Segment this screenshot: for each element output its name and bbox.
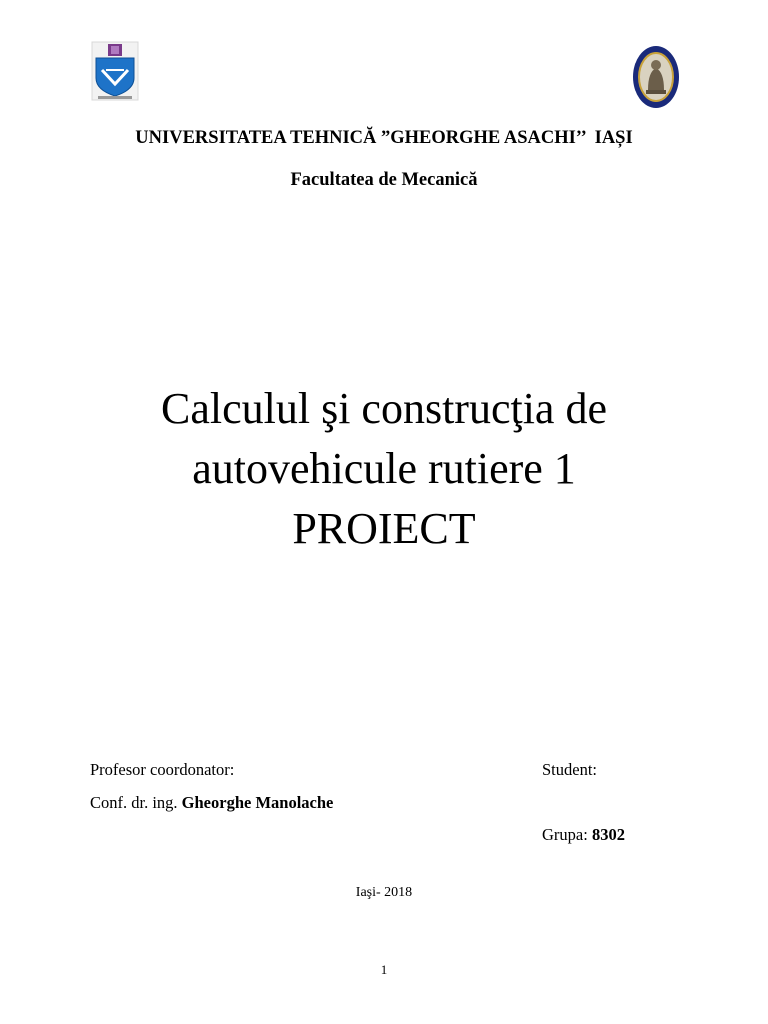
project-title-line-2: autovehicule rutiere 1 bbox=[192, 444, 576, 493]
coordinator-label: Profesor coordonator: bbox=[90, 760, 235, 779]
project-title-line-1: Calculul şi construcţia de bbox=[161, 384, 607, 433]
city-year: Iaşi- 2018 bbox=[355, 885, 413, 900]
group-value: 8302 bbox=[591, 825, 625, 844]
group-line bbox=[542, 825, 625, 845]
student-label: Student: bbox=[542, 760, 598, 779]
faculty-name: Facultatea de Mecanică bbox=[290, 170, 478, 190]
university-name: UNIVERSITATEA TEHNICĂ ”GHEORGHE ASACHI’’ IAȘI bbox=[135, 128, 633, 148]
coordinator-name: Gheorghe Manolache bbox=[181, 793, 334, 812]
project-title-line-3: PROIECT bbox=[292, 504, 476, 553]
coordinator-title-prefix: Conf. dr. ing. bbox=[90, 793, 182, 812]
faculty-seal-logo bbox=[632, 44, 680, 110]
coordinator-name-line bbox=[90, 793, 333, 813]
university-crest-logo bbox=[90, 40, 140, 102]
page-number: 1 bbox=[380, 962, 388, 977]
group-label: Grupa: bbox=[542, 825, 592, 844]
